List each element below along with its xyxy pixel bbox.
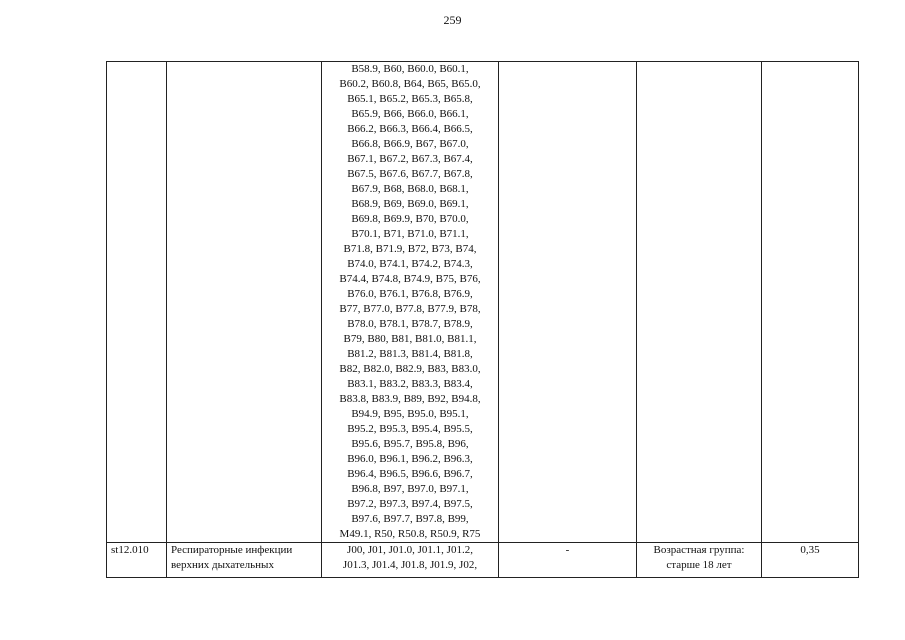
- icd-code-line: B69.8, B69.9, B70, B70.0,: [351, 213, 469, 225]
- icd-code-line: B70.1, B71, B71.0, B71.1,: [351, 228, 469, 240]
- icd-code-line: B97.2, B97.3, B97.4, B97.5,: [347, 498, 473, 510]
- group-name-cell: [167, 543, 322, 578]
- icd-code-line: B96.4, B96.5, B96.6, B96.7,: [347, 468, 473, 480]
- criteria-cell: [637, 543, 762, 578]
- table-cell: [107, 62, 167, 543]
- icd-code-line: B83.1, B83.2, B83.3, B83.4,: [347, 378, 473, 390]
- dash-cell: -: [499, 543, 637, 578]
- icd-code-line: B83.8, B83.9, B89, B92, B94.8,: [339, 393, 481, 405]
- icd-code-line: B58.9, B60, B60.0, B60.1,: [351, 63, 469, 75]
- icd-code-line: J01.3, J01.4, J01.8, J01.9, J02,: [342, 559, 478, 571]
- table-row: [107, 62, 859, 543]
- table-cell: [762, 62, 859, 543]
- table-cell: [637, 62, 762, 543]
- icd-code-line: B60.2, B60.8, B64, B65, B65.0,: [339, 78, 481, 90]
- tariff-table: [106, 61, 859, 578]
- icd-code-line: B67.1, B67.2, B67.3, B67.4,: [347, 153, 473, 165]
- group-name-line: верхних дыхательных: [171, 559, 274, 571]
- icd-code-line: B82, B82.0, B82.9, B83, B83.0,: [339, 363, 481, 375]
- criteria-line: Возрастная группа:: [653, 544, 745, 556]
- table-cell: [499, 62, 637, 543]
- icd-code-line: B78.0, B78.1, B78.7, B78.9,: [347, 318, 473, 330]
- icd-code-line: B79, B80, B81, B81.0, B81.1,: [343, 333, 477, 345]
- icd-code-line: B67.5, B67.6, B67.7, B67.8,: [347, 168, 473, 180]
- icd-code-line: B95.6, B95.7, B95.8, B96,: [351, 438, 469, 450]
- icd-code-line: B71.8, B71.9, B72, B73, B74,: [343, 243, 477, 255]
- icd-code-line: B97.6, B97.7, B97.8, B99,: [351, 513, 469, 525]
- icd-code-line: B95.2, B95.3, B95.4, B95.5,: [347, 423, 473, 435]
- icd-codes-cell: [322, 543, 499, 578]
- icd-code-line: B94.9, B95, B95.0, B95.1,: [351, 408, 469, 420]
- icd-code-line: B65.9, B66, B66.0, B66.1,: [351, 108, 469, 120]
- icd-code-line: B74.0, B74.1, B74.2, B74.3,: [347, 258, 473, 270]
- table-row: [107, 543, 859, 578]
- group-name-line: Респираторные инфекции: [171, 544, 293, 556]
- page-number: 259: [443, 13, 462, 27]
- icd-code-line: J00, J01, J01.0, J01.1, J01.2,: [347, 544, 473, 556]
- icd-code-line: B65.1, B65.2, B65.3, B65.8,: [347, 93, 473, 105]
- table-cell: [167, 62, 322, 543]
- icd-code-line: B96.0, B96.1, B96.2, B96.3,: [347, 453, 473, 465]
- coefficient-cell: 0,35: [762, 543, 859, 578]
- icd-code-line: B76.0, B76.1, B76.8, B76.9,: [347, 288, 473, 300]
- icd-code-line: B96.8, B97, B97.0, B97.1,: [351, 483, 469, 495]
- icd-code-line: B67.9, B68, B68.0, B68.1,: [351, 183, 469, 195]
- icd-code-line: B81.2, B81.3, B81.4, B81.8,: [347, 348, 473, 360]
- icd-code-line: B66.2, B66.3, B66.4, B66.5,: [347, 123, 473, 135]
- criteria-line: старше 18 лет: [666, 559, 732, 571]
- group-code-cell: st12.010: [107, 543, 167, 578]
- icd-code-line: B68.9, B69, B69.0, B69.1,: [351, 198, 469, 210]
- icd-code-line: B77, B77.0, B77.8, B77.9, B78,: [339, 303, 481, 315]
- icd-code-line: B66.8, B66.9, B67, B67.0,: [351, 138, 469, 150]
- icd-code-line: B74.4, B74.8, B74.9, B75, B76,: [339, 273, 481, 285]
- icd-code-line: M49.1, R50, R50.8, R50.9, R75: [339, 528, 481, 540]
- icd-codes-cell: [322, 62, 499, 543]
